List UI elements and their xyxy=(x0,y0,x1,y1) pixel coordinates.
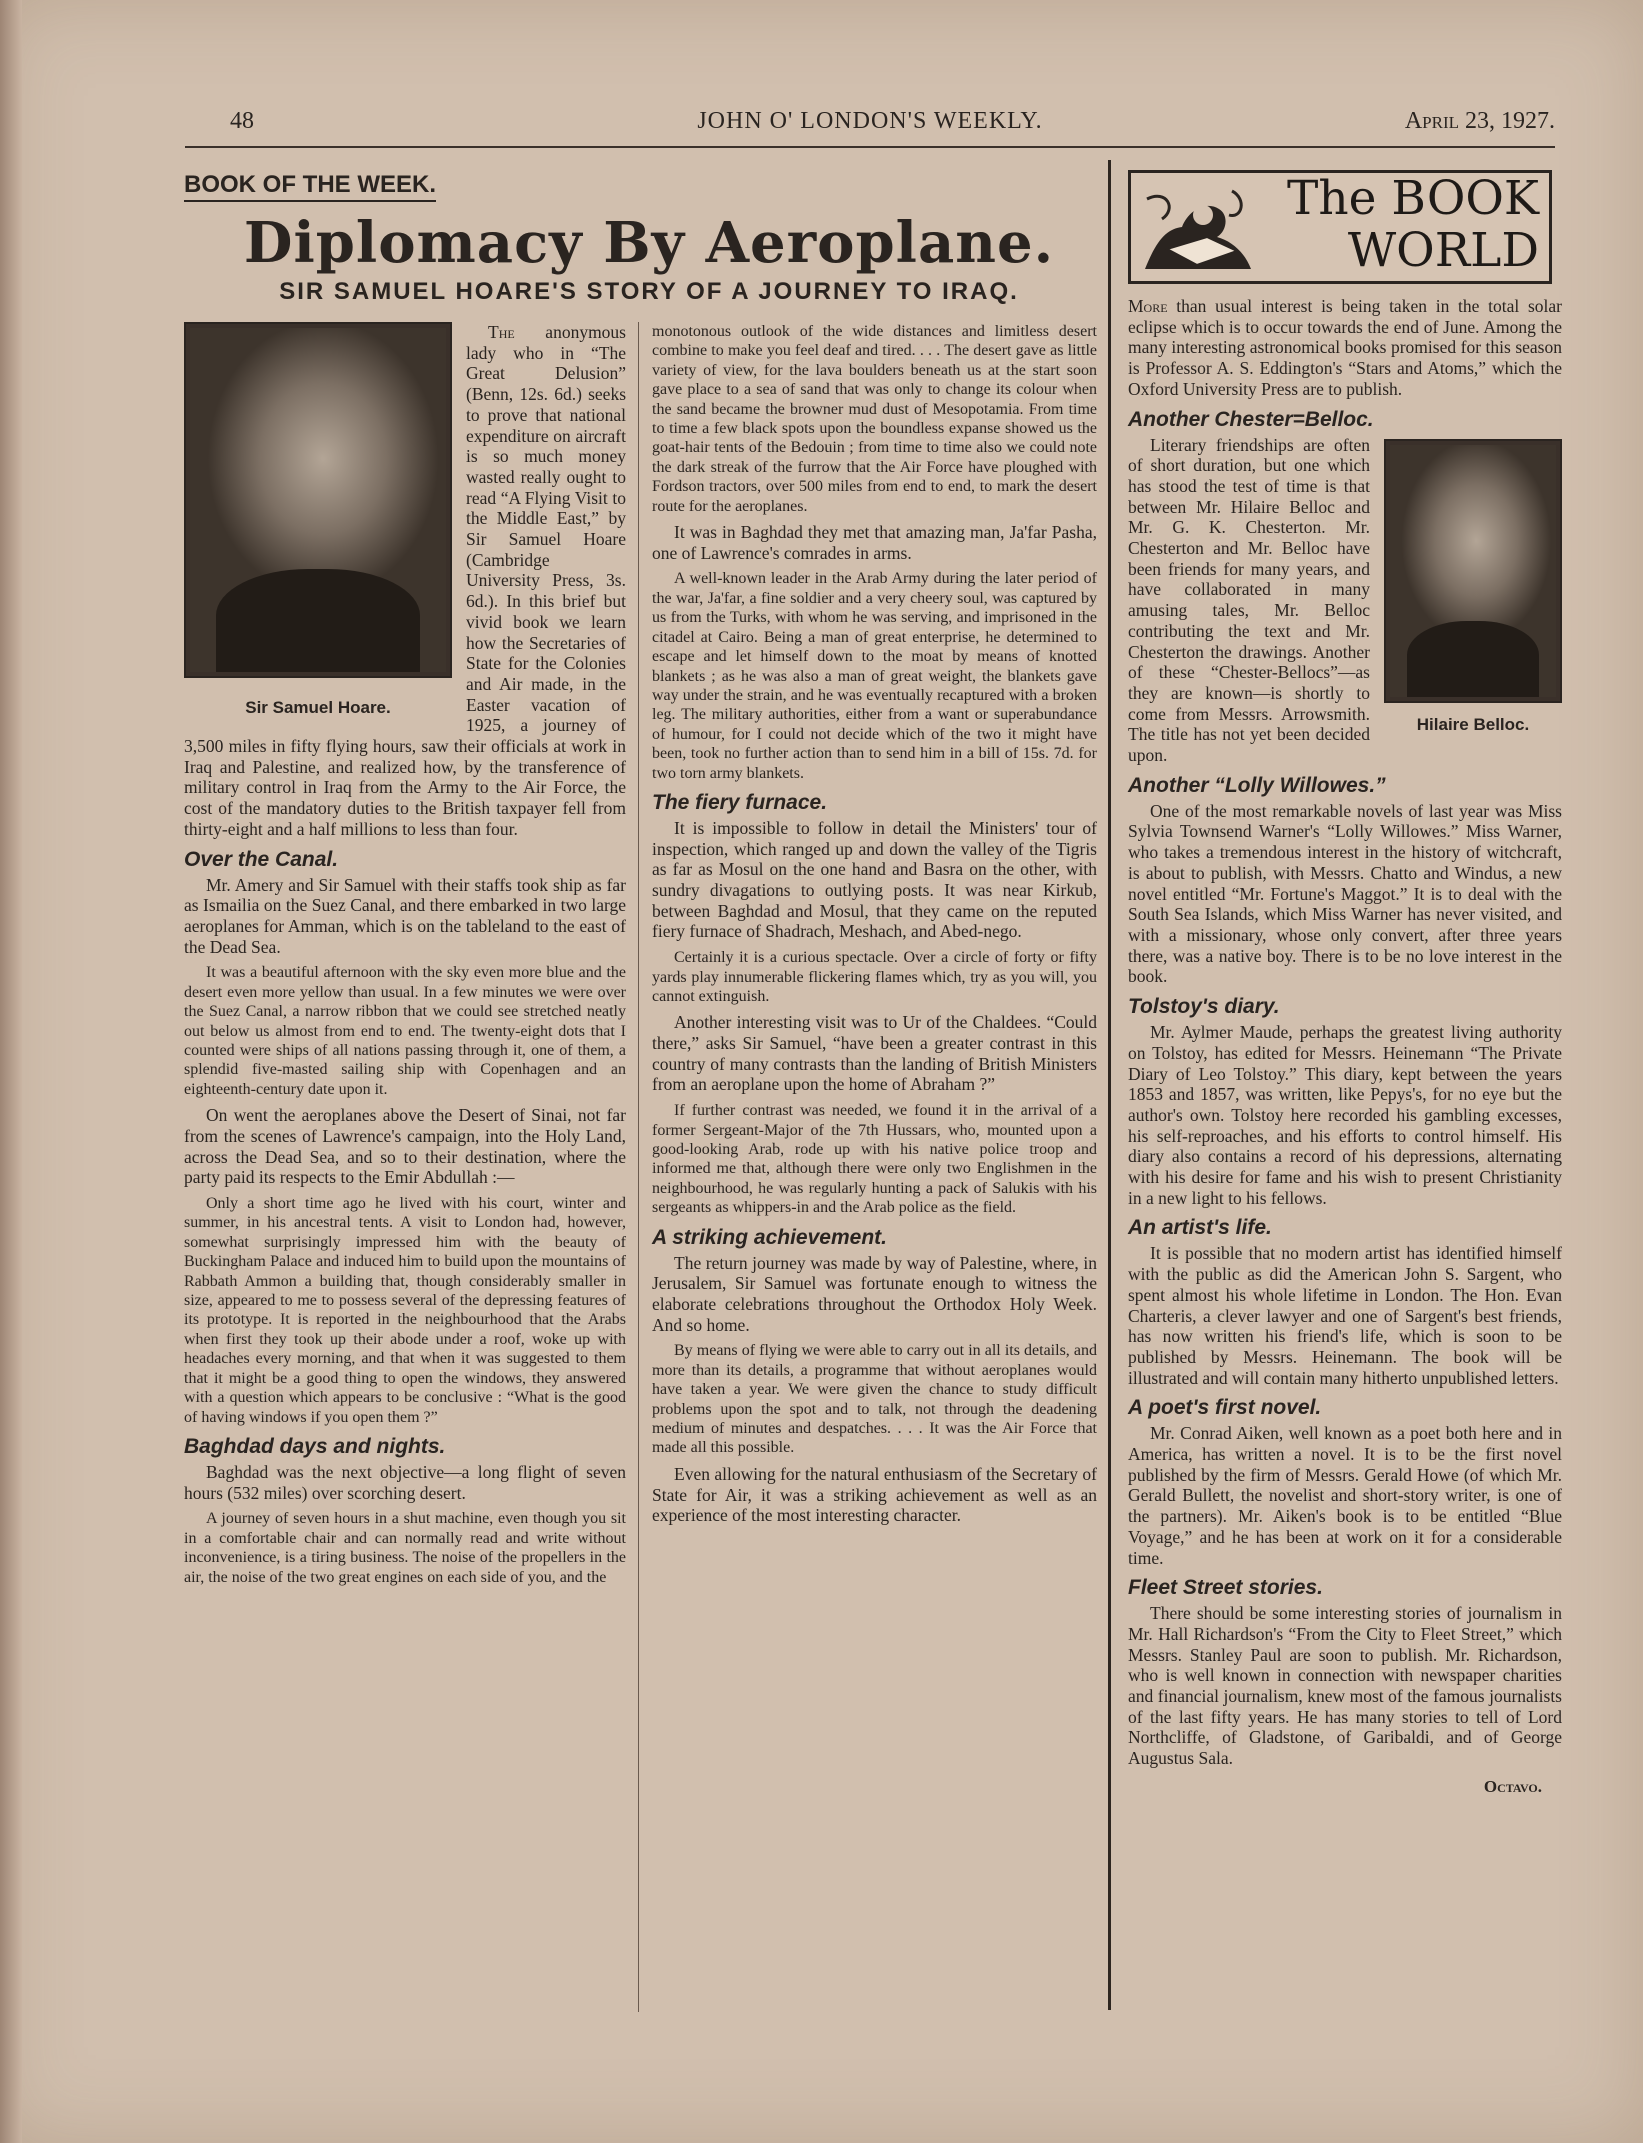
reading-figure-ornament-icon xyxy=(1137,179,1257,275)
paragraph: It is impossible to follow in detail the Ministers' tour of inspection, which ranged up and down the valley of the Tigris as far as Mosul on the one hand and Basra on the other, with sundry divagations to outlying posts. It was near Kirkub, between Baghdad and Mosul, that they came on the reputed fiery furnace of Shadrach, Meshach, and Abed-nego. xyxy=(652,817,1097,942)
paragraph: Baghdad was the next objective—a long flight of seven hours (532 miles) over scorching desert. xyxy=(184,1461,626,1503)
issue-date: April 23, 1927. xyxy=(1404,108,1555,134)
paragraph: Another interesting visit was to Ur of the Chaldees. “Could there,” asks Sir Samuel, “have been a greater contrast in this country of many contrasts than the landing of British Ministers from an aeroplane upon the home of Abraham ?” xyxy=(652,1012,1097,1095)
paragraph: It is possible that no modern artist has identified himself with the public as did the American John S. Sargent, who spent almost his whole lifetime in London. The Hon. Evan Charteris, a clever lawyer and one of Sargent's best friends, has now written his friend's life, which is soon to be published by Messrs. Heinemann. The book will be illustrated and will contain many hitherto unpublished letters. xyxy=(1128,1243,1562,1388)
subhead-lolly-willowes: Another “Lolly Willowes.” xyxy=(1128,773,1386,797)
column-rule xyxy=(638,322,639,2012)
book-world-title-line1: The BOOK xyxy=(1287,171,1539,226)
subhead-poets-first-novel: A poet's first novel. xyxy=(1128,1396,1322,1420)
quoted-paragraph: It was a beautiful afternoon with the sky even more blue and the desert even more yellow than usual. In a few minutes we were over the Suez Canal, a narrow ribbon that we could see stretched neatly out below us almost from end to end. The twenty-eight dots that I counted were ships of all nations passing through it, one of them, a splendid five-masted sailing ship with Copenhagen and an eighteenth-century date upon it. xyxy=(184,964,626,1098)
paragraph: Mr. Aylmer Maude, perhaps the greatest living authority on Tolstoy, has edited for Messrs. Heinemann “The Private Diary of Leo Tolstoy.” This diary, kept between the years 1853 and 1857, was written, like Pepys's, for no eye but the author's own. Tolstoy here recorded his gambling excesses, his self-reproaches, and his efforts to control himself. His diary also contains a record of his depressions, alternating with his desire for fame and his wish to present Christianity in a new light to his fellows. xyxy=(1128,1022,1562,1208)
hoare-photo-block xyxy=(184,322,452,719)
quoted-paragraph: Certainly it is a curious spectacle. Over a circle of forty or fifty yards play innumerable flickering flames which, try as you will, you cannot extinguish. xyxy=(652,949,1097,1005)
quoted-paragraph: Only a short time ago he lived with his court, winter and summer, in his ancestral tents. A visit to London had, however, somewhat surprisingly impressed him with the beauty of Buckingham Palace and induced him to build upon the mountains of Rabbath Ammon a building that, though considerably smaller in size, appeared to me to possess several of the depressing features of its prototype. It is reported in the neighbourhood that the Arabs when first they took up their abode under a roof, woke up with headaches every morning, and that when it was suggested to them that it might be a good thing to open the windows, they answered with a question which appears to be conclusive : “What is the good of having windows if you open them ?” xyxy=(184,1195,626,1426)
subhead-baghdad: Baghdad days and nights. xyxy=(184,1434,446,1458)
subhead-chester-belloc: Another Chester=Belloc. xyxy=(1128,407,1374,431)
book-world-title-line2: WORLD xyxy=(1347,223,1539,278)
paragraph: Mr. Conrad Aiken, well known as a poet both here and in America, has written a novel. It is to be the first novel published by the firm of Messrs. Gerald Howe (of which Mr. Gerald Bullett, the novelist and short-story writer, is one of the partners). Mr. Aiken's book is to be entitled “Blue Voyage,” and he has been at work on it for a considerable time. xyxy=(1128,1423,1562,1568)
quoted-paragraph: monotonous outlook of the wide distances and limitless desert combine to make you feel deaf and tired. . . . The desert gave as little variety of view, for the lava boulders beneath us at the start soon gave place to a sea of sand that was only to change its colour when the sand became the browner mud dust of Mesopotamia. From time to time a few black spots upon the boundless expanse showed us the goat-hair tents of the Bedouin ; from time to time also we could note the dark streak of the furrow that the Air Force have ploughed with Fordson tractors, over 500 miles from end to end, to mark the desert route for the aeroplanes. xyxy=(652,323,1097,515)
book-world-intro xyxy=(1128,296,1562,400)
photo-caption: Sir Samuel Hoare. xyxy=(245,698,391,717)
header-rule xyxy=(185,146,1555,148)
article-headline: Diplomacy By Aeroplane. xyxy=(243,210,1055,276)
book-world-title xyxy=(1249,173,1539,277)
portrait-photo-icon xyxy=(1384,439,1562,703)
photo-caption: Hilaire Belloc. xyxy=(1416,714,1530,734)
article-column-2 xyxy=(652,322,1097,2022)
quoted-paragraph: By means of flying we were able to carry out in all its details, and more than its details, a programme that without aeroplanes would have taken a year. We were given the chance to study difficult problems upon the spot and to talk, not through the deadening medium of minutes and despatches. . . . It was the Air Force that made all this possible. xyxy=(652,1342,1097,1457)
masthead: JOHN O' LONDON'S WEEKLY. xyxy=(697,108,1043,134)
quoted-paragraph: A journey of seven hours in a shut machine, even though you sit in a comfortable chair and can normally read and write without inconvenience, is a tiring business. The noise of the propellers in the air, the noise of the two great engines on each side of you, and the xyxy=(184,1510,626,1586)
paragraph: On went the aeroplanes above the Desert of Sinai, not far from the scenes of Lawrence's campaign, into the Holy Land, across the Dead Sea, and so to their destination, where the party paid its respects to the Emir Abdullah :— xyxy=(184,1105,626,1188)
intro-dropword: The xyxy=(488,322,515,342)
article-subhead: SIR SAMUEL HOARE'S STORY OF A JOURNEY TO IRAQ. xyxy=(279,278,1019,305)
paragraph: There should be some interesting stories of journalism in Mr. Hall Richardson's “From the City to Fleet Street,” which Messrs. Stanley Paul are soon to publish. Mr. Richardson, who is well known in connection with newspaper charities and financial journalism, knew most of the famous journalists of the last fifty years. He has many stories to tell of Lord Northcliffe, of Gladstone, of Garibaldi, and of George Augustus Sala. xyxy=(1128,1603,1562,1769)
subhead-striking-achievement: A striking achievement. xyxy=(652,1225,887,1249)
paragraph: Mr. Amery and Sir Samuel with their staffs took ship as far as Ismailia on the Suez Canal, and there embarked in two large aeroplanes for Amman, which is on the tableland to the east of the Dead Sea. xyxy=(184,874,626,957)
subhead-over-the-canal: Over the Canal. xyxy=(184,847,339,871)
book-world-column xyxy=(1128,296,1562,2026)
belloc-photo-block xyxy=(1384,439,1562,736)
intro-text: anonymous lady who in “The Great Delusion” (Benn, 12s. 6d.) seeks to prove that national expenditure on aircraft is so much money wasted really ought to read “A Flying Visit to the Middle East,” by Sir Samuel Hoare (Cambridge University Press, 3s. 6d.). In this brief but vivid book we learn how the Secretaries of State for the Colonies and Air made, in the Easter vacation of 1925, a journey of 3,500 miles in fifty flying hours, saw their officials at work in Iraq and Palestine, and realized how, by the transference of military control in Iraq from the Army to the Air Force, the cost of the mandatory duties to the British taxpayer fell from thirty-eight and a half millions to less than four. xyxy=(184,322,626,839)
section-rule xyxy=(1108,160,1111,2010)
page-number: 48 xyxy=(230,108,254,134)
author-signature: Octavo. xyxy=(1483,1776,1542,1796)
article-column-1 xyxy=(184,322,626,2022)
paragraph: One of the most remarkable novels of last year was Miss Sylvia Townsend Warner's “Lolly Willowes.” Miss Warner, who takes a tremendous interest in the history of witchcraft, is about to publish, with Messrs. Chatto and Windus, a new novel entitled “Mr. Fortune's Maggot.” It is to deal with the South Sea Islands, which Miss Warner has never visited, and with a missionary, whose only convert, after three years there, was a native boy. There is to be no love interest in the book. xyxy=(1128,800,1562,987)
paragraph: Literary friendships are often of short duration, but one which has stood the test of time is that between Mr. Hilaire Belloc and Mr. G. K. Chesterton. Mr. Chesterton and Mr. Belloc have been friends for many years, and have collaborated in many amusing tales, Mr. Belloc contributing the text and Mr. Chesterton the drawings. Another of these “Chester-Bellocs”—as they are known—is shortly to come from Messrs. Arrowsmith. The title has not yet been decided upon. xyxy=(1128,434,1370,766)
paragraph: Even allowing for the natural enthusiasm of the Secretary of State for Air, it was a striking achievement as well as an experience of the most interesting character. xyxy=(652,1463,1097,1526)
subhead-tolstoy-diary: Tolstoy's diary. xyxy=(1128,995,1280,1019)
subhead-fiery-furnace: The fiery furnace. xyxy=(652,790,828,814)
subhead-fleet-street: Fleet Street stories. xyxy=(1128,1576,1323,1600)
paragraph: It was in Baghdad they met that amazing man, Ja'far Pasha, one of Lawrence's comrades in arms. xyxy=(652,522,1097,563)
running-header xyxy=(185,108,1555,144)
quoted-paragraph: If further contrast was needed, we found it in the arrival of a former Sergeant-Major of the 7th Hussars, who, mounted upon a good-looking Arab, rode up with his native police troop and informed me that, although there were only two Englishmen in the neighbourhood, he was regularly hunting a pack of Salukis with his sergeants as whippers-in and the Arab police as the field. xyxy=(652,1102,1097,1217)
intro-text: than usual interest is being taken in the total solar eclipse which is to occur towards the end of June. Among the many interesting astronomical books promised for this season is Professor A. S. Eddington's “Stars and Atoms,” which the Oxford University Press are to publish. xyxy=(1128,296,1563,399)
paragraph: The return journey was made by way of Palestine, where, in Jerusalem, Sir Samuel was fortunate enough to witness the elaborate celebrations throughout the Orthodox Holy Week. And so home. xyxy=(652,1252,1097,1335)
book-world-banner xyxy=(1128,170,1552,284)
subhead-artists-life: An artist's life. xyxy=(1128,1216,1272,1240)
section-kicker: BOOK OF THE WEEK. xyxy=(184,170,436,202)
intro-dropword: More xyxy=(1128,296,1168,316)
portrait-photo-icon xyxy=(184,322,452,678)
quoted-paragraph: A well-known leader in the Arab Army during the later period of the war, Ja'far, a fine soldier and a very cheery soul, was captured by us from the Turks, with whom he was serving, and imprisoned in the citadel at Cairo. Being a man of great enterprise, he determined to escape and let himself down to the moat by means of knotted blankets ; as he was also a man of great weight, the blankets gave way under the strain, and he was eventually recaptured with a broken leg. The military authorities, either from a want or superabundance of humour, for I could not decide which of the two it might have been, took no further action than to send him in a bill of 15s. 7d. for two torn army blankets. xyxy=(652,570,1097,782)
page-binding-edge xyxy=(0,0,22,2143)
